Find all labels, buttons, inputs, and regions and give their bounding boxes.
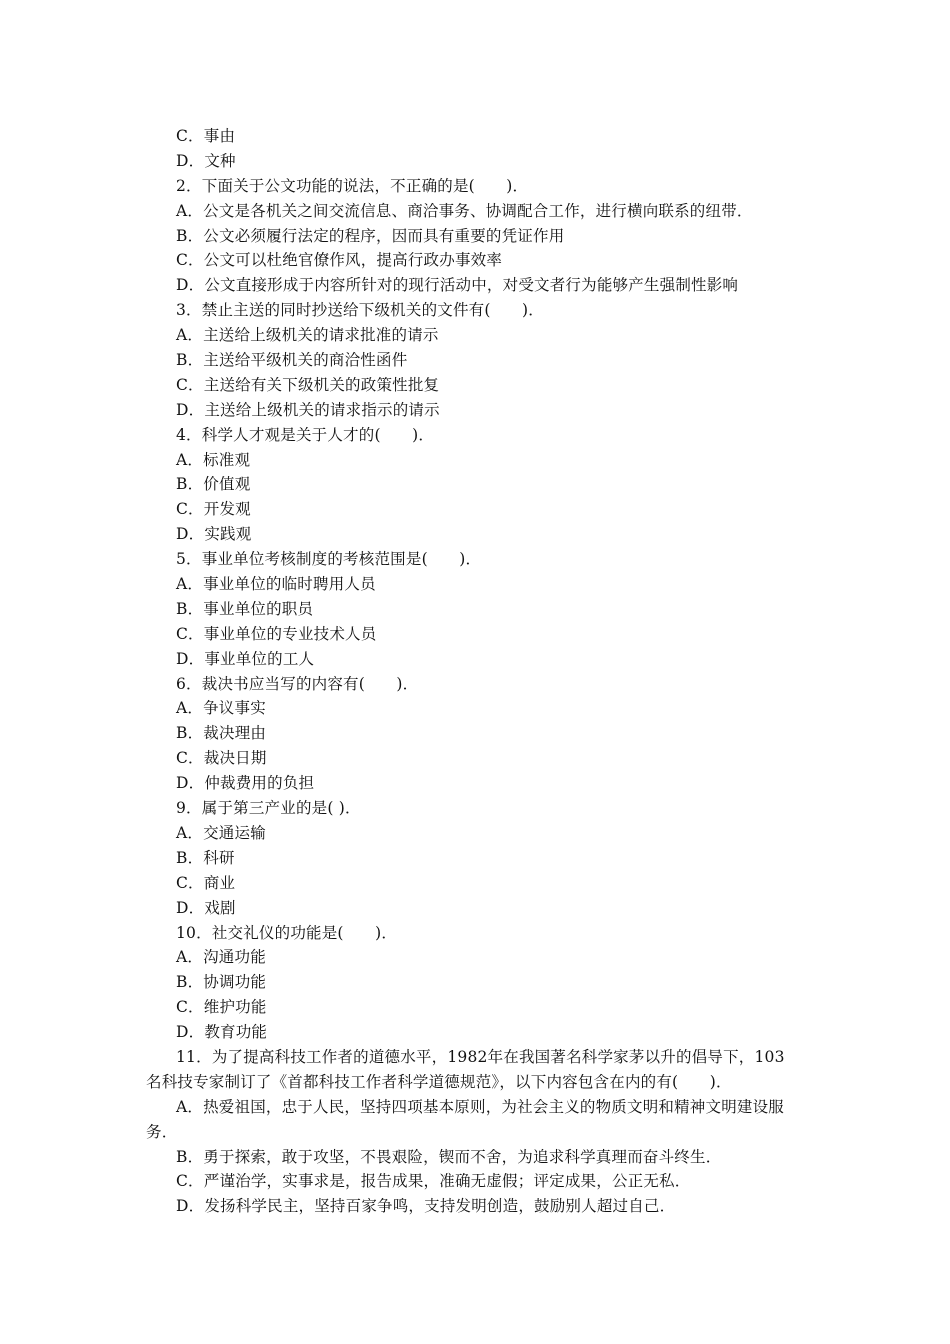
text-line: A．公文是各机关之间交流信息、商洽事务、协调配合工作，进行横向联系的纽带． <box>176 201 753 220</box>
text-line: B．公文必须履行法定的程序，因而具有重要的凭证作用 <box>176 226 565 245</box>
text-line: B．协调功能 <box>176 973 267 992</box>
text-line: D．实践观 <box>176 525 252 544</box>
text-line: 11．为了提高科技工作者的道德水平，1982年在我国著名科学家茅以升的倡导下，103 <box>176 1047 785 1066</box>
text-line: A．主送给上级机关的请求批准的请示 <box>176 326 439 345</box>
text-line: B．价值观 <box>176 475 251 494</box>
text-line: A．沟通功能 <box>176 948 266 967</box>
text-line: D．发扬科学民主，坚持百家争鸣，支持发明创造，鼓励别人超过自己． <box>176 1197 676 1216</box>
text-line: 4．科学人才观是关于人才的( )． <box>176 425 435 444</box>
text-line: C．维护功能 <box>176 998 267 1017</box>
text-line: A．争议事实 <box>176 699 266 718</box>
text-line: 名科技专家制订了《首都科技工作者科学道德规范》，以下内容包含在内的有( )． <box>146 1072 732 1091</box>
question-list <box>146 124 810 1219</box>
text-line: D．公文直接形成于内容所针对的现行活动中，对受文者行为能够产生强制性影响 <box>176 276 739 295</box>
text-line: C．开发观 <box>176 500 251 519</box>
text-line: C．裁决日期 <box>176 749 267 768</box>
text-line: 6．裁决书应当写的内容有( )． <box>176 674 419 693</box>
text-line: A．热爱祖国，忠于人民，坚持四项基本原则，为社会主义的物质文明和精神文明建设服 <box>176 1097 784 1116</box>
text-line: C．事业单位的专业技术人员 <box>176 624 377 643</box>
text-line: D．教育功能 <box>176 1023 268 1042</box>
text-line: C．主送给有关下级机关的政策性批复 <box>176 375 440 394</box>
text-line: C．公文可以杜绝官僚作风，提高行政办事效率 <box>176 251 503 270</box>
text-line: A．事业单位的临时聘用人员 <box>176 575 376 594</box>
text-line: C．事由 <box>176 127 236 145</box>
text-line: D．事业单位的工人 <box>176 649 315 668</box>
text-line: 3．禁止主送的同时抄送给下级机关的文件有( )． <box>176 301 544 320</box>
text-line: B．裁决理由 <box>176 724 267 743</box>
text-line: 10．社交礼仪的功能是( )． <box>176 923 398 942</box>
text-line: D．戏剧 <box>176 898 236 917</box>
text-line: D．仲裁费用的负担 <box>176 774 315 793</box>
text-line: B．勇于探索，敢于攻坚，不畏艰险，锲而不舍，为追求科学真理而奋斗终生． <box>176 1147 722 1166</box>
text-line: B．主送给平级机关的商洽性函件 <box>176 351 408 370</box>
text-line: D．主送给上级机关的请求指示的请示 <box>176 400 440 419</box>
text-line: D．文种 <box>176 151 236 170</box>
text-line: 9．属于第三产业的是( )． <box>176 799 361 818</box>
text-line: A．交通运输 <box>176 823 266 842</box>
text-line: 2．下面关于公文功能的说法，不正确的是( )． <box>176 176 529 195</box>
text-line: C．严谨治学，实事求是，报告成果，准确无虚假；评定成果，公正无私． <box>176 1172 691 1191</box>
text-line: 5．事业单位考核制度的考核范围是( )． <box>176 550 482 569</box>
text-line: B．事业单位的职员 <box>176 599 314 618</box>
text-line: A．标准观 <box>176 450 251 469</box>
text-line: 务． <box>146 1122 178 1141</box>
text-line: B．科研 <box>176 848 235 867</box>
text-line: C．商业 <box>176 873 236 892</box>
